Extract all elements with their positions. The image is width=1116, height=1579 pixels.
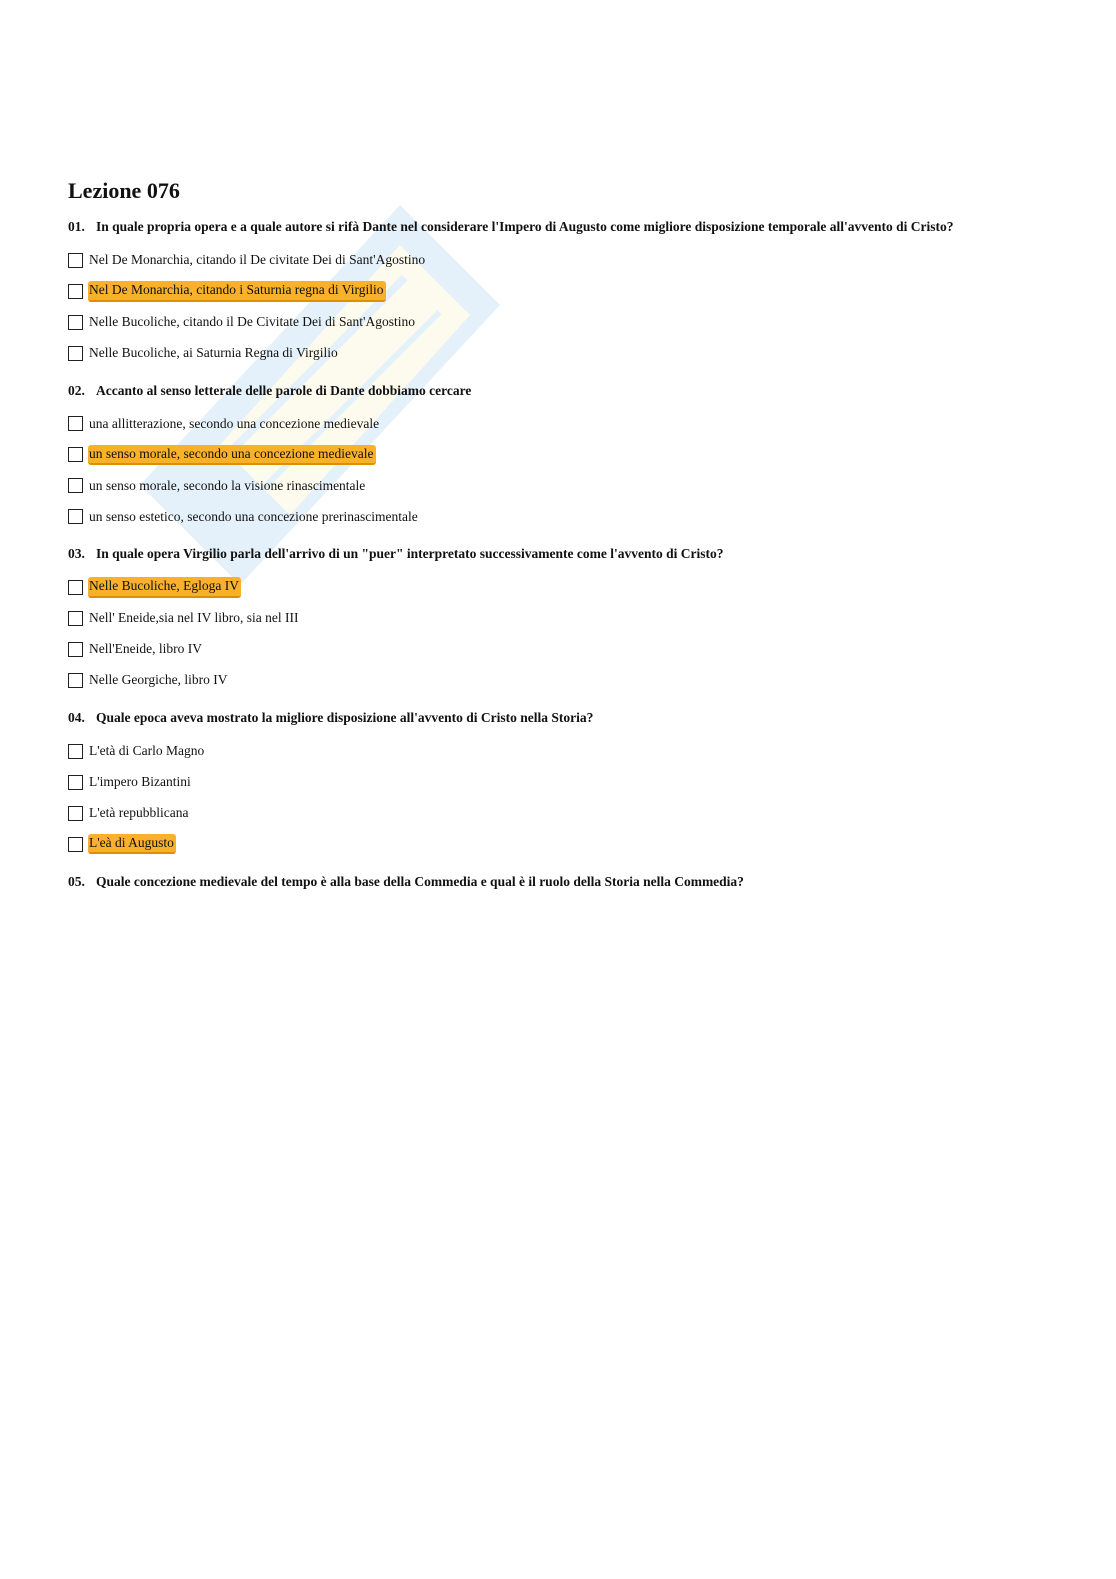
question-text	[68, 218, 1068, 236]
answer-label: un senso estetico, secondo una concezione prerinascimentale	[89, 508, 418, 524]
question-text	[68, 709, 1068, 727]
answer-option[interactable]	[68, 338, 1068, 369]
answer-checkbox[interactable]	[68, 346, 83, 361]
question-label: Quale epoca aveva mostrato la migliore disposizione all'avvento di Cristo nella Storia?	[96, 710, 594, 726]
answer-checkbox[interactable]	[68, 580, 83, 595]
question-block	[68, 873, 1068, 891]
answer-checkbox[interactable]	[68, 673, 83, 688]
answer-label: L'età repubblicana	[89, 804, 189, 820]
answer-option[interactable]	[68, 408, 1068, 439]
question-number: 05.	[68, 873, 85, 889]
answer-checkbox[interactable]	[68, 447, 83, 462]
question-number: 01.	[68, 219, 85, 235]
answer-option[interactable]	[68, 307, 1068, 338]
document-body	[68, 178, 1068, 903]
answer-option[interactable]	[68, 829, 1068, 860]
answer-checkbox[interactable]	[68, 315, 83, 330]
answer-label: un senso morale, secondo la visione rinascimentale	[89, 477, 366, 493]
answer-checkbox[interactable]	[68, 744, 83, 759]
answer-option[interactable]	[68, 572, 1068, 603]
answer-option[interactable]	[68, 767, 1068, 798]
answer-label: L'impero Bizantini	[89, 773, 191, 789]
answer-option[interactable]	[68, 439, 1068, 470]
question-block	[68, 218, 1068, 369]
answer-label-highlighted: un senso morale, secondo una concezione medievale	[88, 445, 376, 466]
answer-label: Nell'Eneide, libro IV	[89, 641, 203, 657]
answer-option[interactable]	[68, 501, 1068, 532]
question-label: In quale opera Virgilio parla dell'arrivo di un "puer" interpretato successivamente come l'avvento di Cristo?	[96, 546, 724, 562]
question-number: 03.	[68, 546, 85, 562]
question-block	[68, 545, 1068, 696]
question-text	[68, 382, 1068, 400]
question-list	[68, 218, 1068, 890]
question-label: Accanto al senso letterale delle parole di Dante dobbiamo cercare	[96, 382, 472, 398]
answer-checkbox[interactable]	[68, 775, 83, 790]
lesson-title: Lezione 076	[68, 178, 180, 203]
answer-option[interactable]	[68, 245, 1068, 276]
answer-checkbox[interactable]	[68, 611, 83, 626]
answer-label: Nelle Georgiche, libro IV	[89, 672, 228, 688]
answer-checkbox[interactable]	[68, 284, 83, 299]
answer-label-highlighted: L'eà di Augusto	[88, 834, 176, 855]
answer-option[interactable]	[68, 736, 1068, 767]
question-number: 02.	[68, 382, 85, 398]
question-block	[68, 709, 1068, 860]
question-text	[68, 545, 1068, 563]
answer-option[interactable]	[68, 603, 1068, 634]
answer-label: Nel De Monarchia, citando il De civitate Dei di Sant'Agostino	[89, 252, 426, 268]
answer-option[interactable]	[68, 665, 1068, 696]
answer-checkbox[interactable]	[68, 509, 83, 524]
answer-checkbox[interactable]	[68, 478, 83, 493]
answer-label-highlighted: Nelle Bucoliche, Egloga IV	[88, 577, 241, 598]
answer-option[interactable]	[68, 634, 1068, 665]
answer-label: Nelle Bucoliche, ai Saturnia Regna di Virgilio	[89, 345, 338, 361]
question-text	[68, 873, 1068, 891]
question-label: In quale propria opera e a quale autore si rifà Dante nel considerare l'Impero di Augusto come migliore disposizione temporale all'avvento di Cristo?	[96, 219, 954, 235]
question-block	[68, 382, 1068, 533]
question-number: 04.	[68, 710, 85, 726]
answer-option[interactable]	[68, 798, 1068, 829]
answer-checkbox[interactable]	[68, 253, 83, 268]
answer-checkbox[interactable]	[68, 642, 83, 657]
answer-option[interactable]	[68, 276, 1068, 307]
answer-checkbox[interactable]	[68, 806, 83, 821]
answer-label: Nelle Bucoliche, citando il De Civitate Dei di Sant'Agostino	[89, 314, 415, 330]
answer-label: L'età di Carlo Magno	[89, 742, 205, 758]
answer-label: una allitterazione, secondo una concezione medievale	[89, 415, 380, 431]
question-label: Quale concezione medievale del tempo è alla base della Commedia e qual è il ruolo della Storia nella Commedia?	[96, 873, 744, 889]
answer-checkbox[interactable]	[68, 416, 83, 431]
answer-option[interactable]	[68, 470, 1068, 501]
answer-label: Nell' Eneide,sia nel IV libro, sia nel III	[89, 610, 299, 626]
answer-checkbox[interactable]	[68, 837, 83, 852]
answer-label-highlighted: Nel De Monarchia, citando i Saturnia regna di Virgilio	[88, 281, 386, 302]
